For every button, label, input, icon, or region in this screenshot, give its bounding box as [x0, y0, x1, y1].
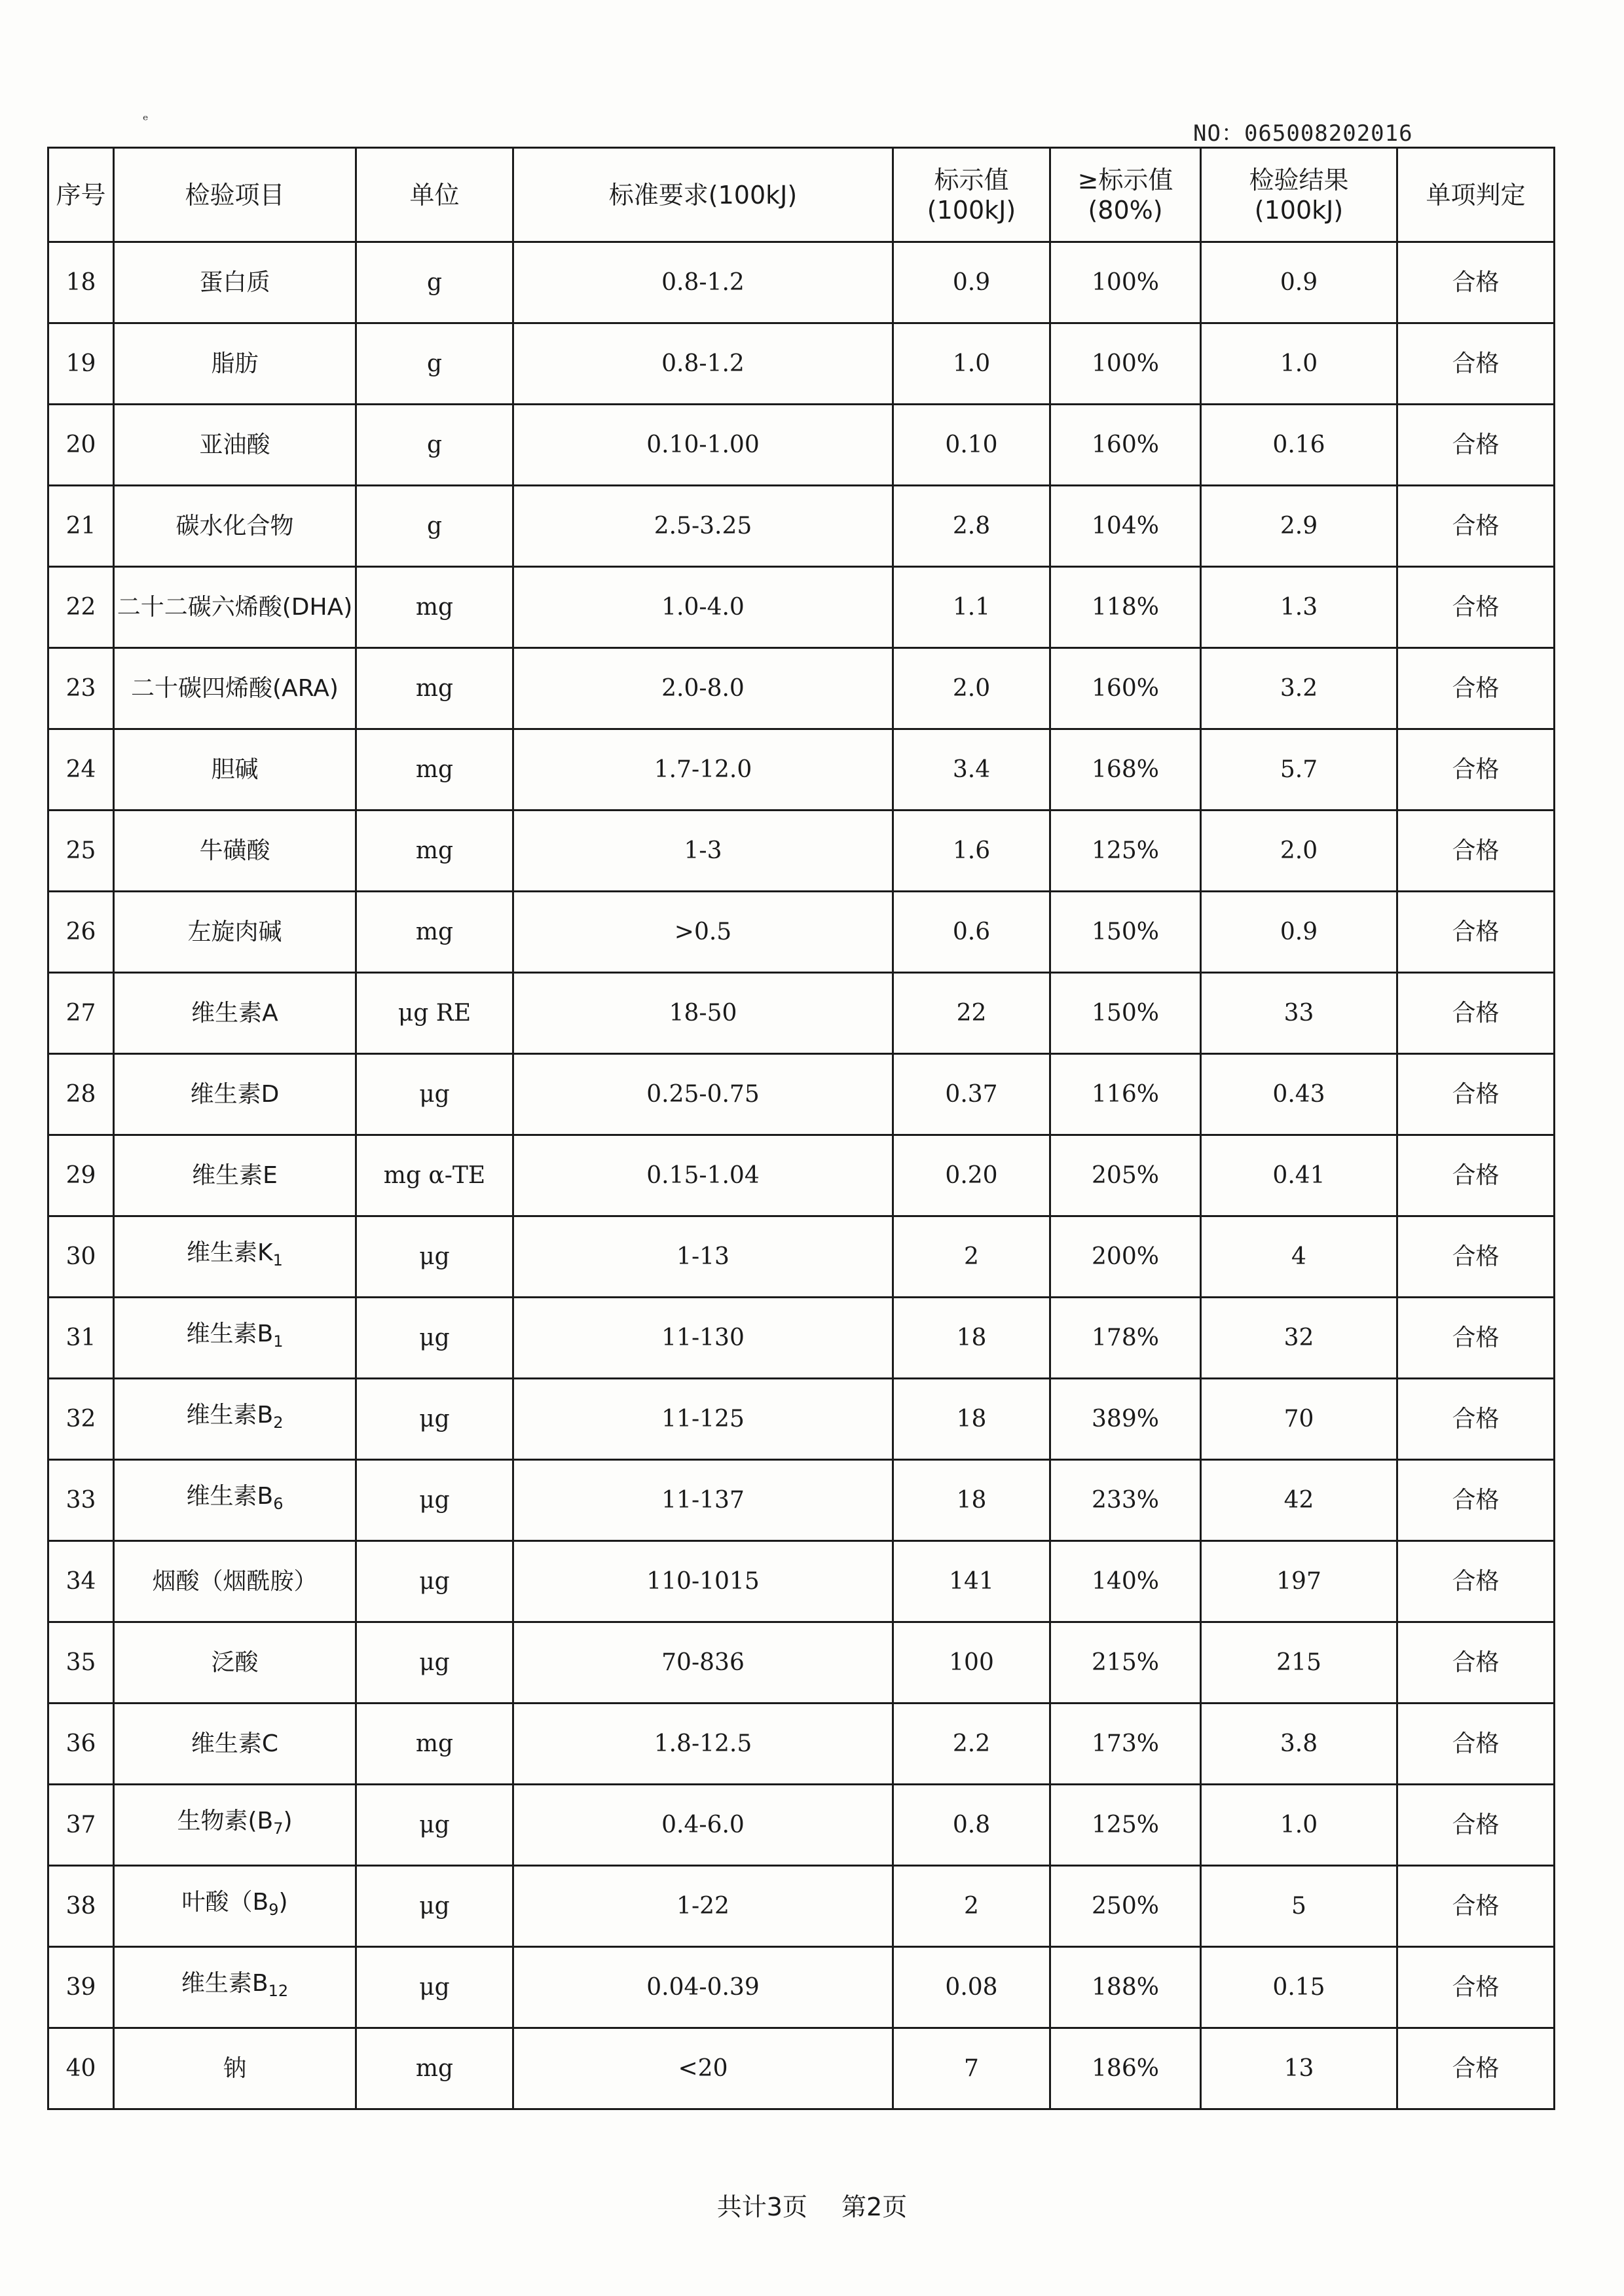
ratio-value: 150%	[1050, 973, 1201, 1054]
verdict-cell: 合格	[1397, 486, 1555, 567]
label-value: 2	[893, 1866, 1050, 1947]
test-item	[114, 323, 356, 405]
ratio-value: 186%	[1050, 2028, 1201, 2109]
verdict-cell: 合格	[1397, 729, 1555, 811]
test-item-name: 脂肪	[211, 350, 259, 377]
row-number: 22	[48, 567, 114, 648]
test-item-name: 二十二碳六烯酸(DHA)	[117, 593, 353, 621]
test-item-name: 维生素A	[191, 999, 278, 1027]
test-result: 0.9	[1201, 242, 1397, 323]
label-value: 18	[893, 1460, 1050, 1541]
label-value: 2.0	[893, 648, 1050, 729]
verdict-cell: 合格	[1397, 1054, 1555, 1135]
row-number: 18	[48, 242, 114, 323]
test-item-name: 维生素B	[181, 1970, 268, 1997]
label-value: 0.6	[893, 892, 1050, 973]
label-value: 7	[893, 2028, 1050, 2109]
standard-requirement: 18-50	[513, 973, 893, 1054]
table-row	[48, 2028, 1555, 2109]
test-item	[114, 648, 356, 729]
standard-requirement: 0.8-1.2	[513, 323, 893, 405]
test-item	[114, 1135, 356, 1216]
test-item	[114, 242, 356, 323]
ratio-value: 173%	[1050, 1704, 1201, 1785]
test-result: 3.2	[1201, 648, 1397, 729]
row-number: 29	[48, 1135, 114, 1216]
row-number: 23	[48, 648, 114, 729]
table-row	[48, 1866, 1555, 1947]
test-item	[114, 1622, 356, 1704]
test-result: 197	[1201, 1541, 1397, 1622]
test-item-name: 碳水化合物	[175, 512, 294, 539]
unit-cell: μg	[356, 1785, 513, 1866]
test-result: 0.15	[1201, 1947, 1397, 2028]
label-value: 1.1	[893, 567, 1050, 648]
test-item-name: 维生素K	[187, 1239, 273, 1266]
test-item-name: 钠	[223, 2054, 247, 2082]
test-result: 0.9	[1201, 892, 1397, 973]
standard-requirement: 11-137	[513, 1460, 893, 1541]
test-item-name: 叶酸（B	[181, 1889, 269, 1916]
test-result: 215	[1201, 1622, 1397, 1704]
table-row	[48, 242, 1555, 323]
test-item	[114, 1379, 356, 1460]
ratio-value: 125%	[1050, 811, 1201, 892]
col-header-result-line: 检验结果	[1249, 165, 1349, 194]
test-item-name: 左旋肉碱	[187, 918, 282, 945]
table-row	[48, 567, 1555, 648]
test-item-subscript: 12	[268, 1982, 289, 2000]
col-header-label-value-line: (100kJ)	[927, 195, 1016, 225]
ratio-value: 250%	[1050, 1866, 1201, 1947]
unit-cell: g	[356, 405, 513, 486]
test-item-name: 亚油酸	[199, 431, 270, 458]
table-body	[48, 242, 1555, 2109]
test-item-name: 维生素B	[186, 1483, 274, 1510]
test-item	[114, 1298, 356, 1379]
label-value: 141	[893, 1541, 1050, 1622]
unit-cell: g	[356, 323, 513, 405]
standard-requirement: 2.5-3.25	[513, 486, 893, 567]
verdict-cell: 合格	[1397, 1541, 1555, 1622]
test-item-name: 维生素E	[192, 1161, 278, 1189]
standard-requirement: 11-125	[513, 1379, 893, 1460]
ratio-value: 100%	[1050, 242, 1201, 323]
standard-requirement: 1.0-4.0	[513, 567, 893, 648]
test-item-subscript: 2	[273, 1413, 284, 1432]
label-value: 0.10	[893, 405, 1050, 486]
test-result: 1.3	[1201, 567, 1397, 648]
test-item-name: 牛磺酸	[199, 837, 270, 864]
table-row	[48, 1785, 1555, 1866]
table-row	[48, 405, 1555, 486]
test-item-name: 生物素(B	[177, 1808, 274, 1834]
standard-requirement: 1-3	[513, 811, 893, 892]
standard-requirement: 1.8-12.5	[513, 1704, 893, 1785]
row-number: 28	[48, 1054, 114, 1135]
test-item-tail: )	[278, 1889, 288, 1916]
col-header-result-line: (100kJ)	[1254, 195, 1344, 225]
standard-requirement: 1-22	[513, 1866, 893, 1947]
ratio-value: 188%	[1050, 1947, 1201, 2028]
standard-requirement: 0.8-1.2	[513, 242, 893, 323]
row-number: 24	[48, 729, 114, 811]
test-item-subscript: 9	[268, 1901, 279, 1919]
label-value: 2.8	[893, 486, 1050, 567]
col-header-standard-line: 标准要求(100kJ)	[608, 180, 798, 210]
test-item-subscript: 1	[272, 1251, 283, 1269]
verdict-cell: 合格	[1397, 1785, 1555, 1866]
test-result: 3.8	[1201, 1704, 1397, 1785]
table-row	[48, 486, 1555, 567]
label-value: 1.0	[893, 323, 1050, 405]
current-page: 第2页	[841, 2193, 908, 2221]
standard-requirement: 0.15-1.04	[513, 1135, 893, 1216]
ratio-value: 389%	[1050, 1379, 1201, 1460]
col-header-item	[114, 148, 356, 242]
ratio-value: 140%	[1050, 1541, 1201, 1622]
test-result: 32	[1201, 1298, 1397, 1379]
row-number: 25	[48, 811, 114, 892]
table-row	[48, 973, 1555, 1054]
table-header-row	[48, 148, 1555, 242]
verdict-cell: 合格	[1397, 973, 1555, 1054]
test-item	[114, 486, 356, 567]
label-value: 0.37	[893, 1054, 1050, 1135]
row-number: 38	[48, 1866, 114, 1947]
ratio-value: 168%	[1050, 729, 1201, 811]
verdict-cell: 合格	[1397, 1135, 1555, 1216]
ratio-value: 125%	[1050, 1785, 1201, 1866]
test-item-name: 蛋白质	[199, 268, 270, 296]
row-number: 20	[48, 405, 114, 486]
unit-cell: mg	[356, 648, 513, 729]
test-item	[114, 1460, 356, 1541]
test-result: 70	[1201, 1379, 1397, 1460]
row-number: 31	[48, 1298, 114, 1379]
ratio-value: 104%	[1050, 486, 1201, 567]
test-item-name: 二十碳四烯酸(ARA)	[131, 674, 339, 702]
verdict-cell: 合格	[1397, 405, 1555, 486]
col-header-ratio-line: ≥标示值	[1077, 165, 1173, 194]
inspection-table	[47, 147, 1555, 2110]
test-result: 0.16	[1201, 405, 1397, 486]
table-row	[48, 729, 1555, 811]
ratio-value: 116%	[1050, 1054, 1201, 1135]
table-row	[48, 1135, 1555, 1216]
unit-cell: mg	[356, 811, 513, 892]
standard-requirement: <20	[513, 2028, 893, 2109]
verdict-cell: 合格	[1397, 567, 1555, 648]
row-number: 27	[48, 973, 114, 1054]
test-item	[114, 1216, 356, 1298]
test-item-name: 维生素D	[190, 1080, 280, 1108]
row-number: 37	[48, 1785, 114, 1866]
test-item	[114, 729, 356, 811]
test-result: 0.41	[1201, 1135, 1397, 1216]
verdict-cell: 合格	[1397, 1298, 1555, 1379]
table-row	[48, 811, 1555, 892]
verdict-cell: 合格	[1397, 892, 1555, 973]
label-value: 2.2	[893, 1704, 1050, 1785]
unit-cell: mg	[356, 567, 513, 648]
col-header-verdict	[1397, 148, 1555, 242]
label-value: 0.9	[893, 242, 1050, 323]
unit-cell: μg	[356, 1622, 513, 1704]
label-value: 1.6	[893, 811, 1050, 892]
page-footer	[0, 2187, 1624, 2223]
unit-cell: μg	[356, 1541, 513, 1622]
test-item	[114, 1704, 356, 1785]
unit-cell: μg	[356, 1298, 513, 1379]
unit-cell: μg	[356, 1866, 513, 1947]
test-item	[114, 1785, 356, 1866]
row-number: 21	[48, 486, 114, 567]
unit-cell: mg	[356, 1704, 513, 1785]
table-row	[48, 892, 1555, 973]
standard-requirement: 2.0-8.0	[513, 648, 893, 729]
test-result: 0.43	[1201, 1054, 1397, 1135]
ratio-value: 118%	[1050, 567, 1201, 648]
test-item	[114, 973, 356, 1054]
table-row	[48, 648, 1555, 729]
col-header-result	[1201, 148, 1397, 242]
test-item-name: 烟酸（烟酰胺）	[152, 1567, 318, 1595]
ratio-value: 233%	[1050, 1460, 1201, 1541]
table-row	[48, 1704, 1555, 1785]
test-item-name: 泛酸	[211, 1649, 259, 1676]
col-header-ratio-line: (80%)	[1088, 195, 1163, 225]
col-header-unit-line: 单位	[409, 180, 460, 210]
table-row	[48, 1216, 1555, 1298]
standard-requirement: 0.04-0.39	[513, 1947, 893, 2028]
scan-speck: ᵉ	[143, 113, 149, 129]
test-result: 33	[1201, 973, 1397, 1054]
col-header-unit	[356, 148, 513, 242]
unit-cell: μg	[356, 1947, 513, 2028]
verdict-cell: 合格	[1397, 1622, 1555, 1704]
row-number: 34	[48, 1541, 114, 1622]
standard-requirement: >0.5	[513, 892, 893, 973]
test-item-name: 维生素B	[186, 1321, 274, 1347]
row-number: 33	[48, 1460, 114, 1541]
verdict-cell: 合格	[1397, 242, 1555, 323]
unit-cell: g	[356, 242, 513, 323]
row-number: 36	[48, 1704, 114, 1785]
test-result: 5.7	[1201, 729, 1397, 811]
label-value: 2	[893, 1216, 1050, 1298]
table-row	[48, 1379, 1555, 1460]
test-result: 5	[1201, 1866, 1397, 1947]
ratio-value: 215%	[1050, 1622, 1201, 1704]
ratio-value: 100%	[1050, 323, 1201, 405]
unit-cell: μg	[356, 1379, 513, 1460]
test-result: 13	[1201, 2028, 1397, 2109]
standard-requirement: 0.4-6.0	[513, 1785, 893, 1866]
verdict-cell: 合格	[1397, 811, 1555, 892]
unit-cell: μg RE	[356, 973, 513, 1054]
test-item	[114, 811, 356, 892]
verdict-cell: 合格	[1397, 323, 1555, 405]
test-item-tail: )	[283, 1808, 293, 1834]
label-value: 0.8	[893, 1785, 1050, 1866]
test-item	[114, 1866, 356, 1947]
unit-cell: μg	[356, 1054, 513, 1135]
row-number: 39	[48, 1947, 114, 2028]
test-result: 1.0	[1201, 1785, 1397, 1866]
verdict-cell: 合格	[1397, 1460, 1555, 1541]
table-row	[48, 1054, 1555, 1135]
col-header-label-value	[893, 148, 1050, 242]
test-item	[114, 405, 356, 486]
test-item-subscript: 7	[273, 1819, 284, 1838]
standard-requirement: 0.25-0.75	[513, 1054, 893, 1135]
table-row	[48, 1947, 1555, 2028]
col-header-ratio	[1050, 148, 1201, 242]
verdict-cell: 合格	[1397, 2028, 1555, 2109]
test-result: 2.0	[1201, 811, 1397, 892]
verdict-cell: 合格	[1397, 1947, 1555, 2028]
label-value: 18	[893, 1379, 1050, 1460]
label-value: 3.4	[893, 729, 1050, 811]
verdict-cell: 合格	[1397, 1704, 1555, 1785]
row-number: 30	[48, 1216, 114, 1298]
test-item	[114, 1541, 356, 1622]
test-item-subscript: 6	[273, 1495, 284, 1513]
unit-cell: mg α-TE	[356, 1135, 513, 1216]
unit-cell: μg	[356, 1460, 513, 1541]
label-value: 0.08	[893, 1947, 1050, 2028]
table-row	[48, 1460, 1555, 1541]
ratio-value: 205%	[1050, 1135, 1201, 1216]
standard-requirement: 0.10-1.00	[513, 405, 893, 486]
ratio-value: 178%	[1050, 1298, 1201, 1379]
label-value: 100	[893, 1622, 1050, 1704]
row-number: 26	[48, 892, 114, 973]
unit-cell: mg	[356, 892, 513, 973]
test-item	[114, 1947, 356, 2028]
standard-requirement: 1-13	[513, 1216, 893, 1298]
verdict-cell: 合格	[1397, 1379, 1555, 1460]
label-value: 22	[893, 973, 1050, 1054]
verdict-cell: 合格	[1397, 1866, 1555, 1947]
standard-requirement: 1.7-12.0	[513, 729, 893, 811]
total-pages: 共计3页	[716, 2193, 807, 2221]
test-item	[114, 2028, 356, 2109]
test-item-subscript: 1	[273, 1332, 284, 1351]
col-header-no	[48, 148, 114, 242]
ratio-value: 160%	[1050, 648, 1201, 729]
unit-cell: mg	[356, 729, 513, 811]
col-header-no-line: 序号	[56, 180, 106, 210]
col-header-verdict-line: 单项判定	[1426, 180, 1526, 210]
test-item	[114, 1054, 356, 1135]
test-item-name: 胆碱	[211, 756, 259, 783]
label-value: 0.20	[893, 1135, 1050, 1216]
standard-requirement: 11-130	[513, 1298, 893, 1379]
standard-requirement: 70-836	[513, 1622, 893, 1704]
verdict-cell: 合格	[1397, 648, 1555, 729]
col-header-label-value-line: 标示值	[934, 165, 1009, 194]
unit-cell: μg	[356, 1216, 513, 1298]
test-result: 1.0	[1201, 323, 1397, 405]
table-row	[48, 1622, 1555, 1704]
row-number: 40	[48, 2028, 114, 2109]
row-number: 35	[48, 1622, 114, 1704]
test-result: 42	[1201, 1460, 1397, 1541]
ratio-value: 160%	[1050, 405, 1201, 486]
ratio-value: 200%	[1050, 1216, 1201, 1298]
standard-requirement: 110-1015	[513, 1541, 893, 1622]
row-number: 32	[48, 1379, 114, 1460]
table-row	[48, 323, 1555, 405]
test-result: 2.9	[1201, 486, 1397, 567]
col-header-item-line: 检验项目	[185, 180, 285, 210]
col-header-standard	[513, 148, 893, 242]
test-item-name: 维生素C	[191, 1730, 279, 1757]
unit-cell: g	[356, 486, 513, 567]
test-item	[114, 567, 356, 648]
table-row	[48, 1541, 1555, 1622]
test-item-name: 维生素B	[186, 1402, 274, 1429]
verdict-cell: 合格	[1397, 1216, 1555, 1298]
test-item	[114, 892, 356, 973]
report-number: NO：065008202016	[1193, 120, 1413, 147]
table-row	[48, 1298, 1555, 1379]
label-value: 18	[893, 1298, 1050, 1379]
unit-cell: mg	[356, 2028, 513, 2109]
row-number: 19	[48, 323, 114, 405]
ratio-value: 150%	[1050, 892, 1201, 973]
test-result: 4	[1201, 1216, 1397, 1298]
